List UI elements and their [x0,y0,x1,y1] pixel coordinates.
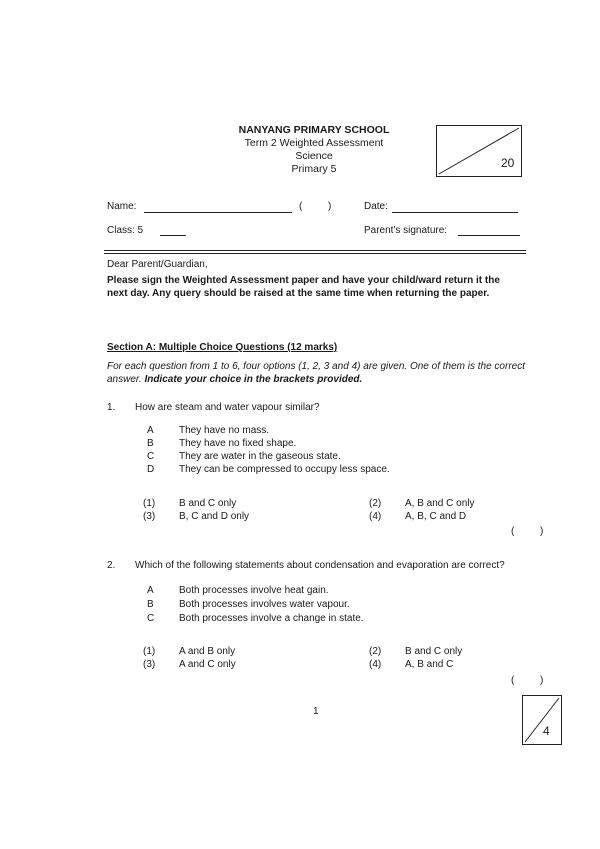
q1-statement-letter: C [147,451,155,462]
q2-text: Which of the following statements about condensation and evaporation are correct? [135,560,505,571]
subject: Science [295,150,333,162]
divider-bottom [104,253,526,254]
q1-statement: They have no mass. [179,425,270,436]
q2-option-number: (2) [369,646,382,657]
school-name: NANYANG PRIMARY SCHOOL [238,124,390,136]
section-instruction [107,360,527,386]
q1-number: 1. [107,402,116,413]
q2-statement-letter: B [147,599,154,610]
divider-top [104,250,526,251]
q1-statement: They have no fixed shape. [179,438,297,449]
q1-statement: They are water in the gaseous state. [179,451,341,462]
q1-statement-letter: D [147,464,155,475]
q2-statement-letter: C [147,613,155,624]
name-field[interactable] [144,212,292,213]
class-label: Class: 5 [107,225,144,236]
q2-option-number: (3) [143,659,156,670]
q2-statement: Both processes involve a change in state. [179,613,364,624]
class-field[interactable] [160,235,186,236]
diagonal-line [523,696,561,744]
q2-option-number: (4) [369,659,382,670]
date-label: Date: [364,201,388,212]
q1-text: How are steam and water vapour similar? [135,402,320,413]
q2-statement: Both processes involves water vapour. [179,599,350,610]
q1-option-number: (2) [369,498,382,509]
q1-answer-close: ) [540,526,544,537]
total-marks: 20 [501,156,515,170]
q1-option: B and C only [179,498,237,509]
total-score-box [436,125,522,177]
q1-option: B, C and D only [179,511,250,522]
notice-body: Please sign the Weighted Assessment paper and have your child/ward return it the next day. Any query should be raised at the same time when returning the paper. [107,275,500,299]
q2-answer-field[interactable] [518,673,538,687]
q2-option: A and C only [179,659,236,670]
name-label: Name: [107,201,137,212]
signature-field[interactable] [458,235,520,236]
q1-statement: They can be compressed to occupy less space. [179,464,390,475]
signature-label: Parent's signature: [364,225,448,236]
q2-statement: Both processes involve heat gain. [179,585,329,596]
q2-answer-open: ( [511,675,515,686]
q1-option: A, B, C and D [405,511,467,522]
page-number: 1 [313,706,319,717]
salutation: Dear Parent/Guardian, [107,259,208,270]
q2-statement-letter: A [147,585,154,596]
q2-option: B and C only [405,646,463,657]
instruction-bold: Indicate your choice in the brackets provided. [144,374,363,385]
date-field[interactable] [392,212,518,213]
page-score-box [522,695,562,745]
q1-statement-letter: B [147,438,154,449]
index-open: ( [299,201,303,212]
q2-option: A and B only [179,646,236,657]
q1-answer-field[interactable] [518,524,538,538]
q1-option-number: (3) [143,511,156,522]
instruction-plain: For each question from 1 to 6, four options (1, 2, 3 and 4) are given. One of them is the correct answer. [107,361,525,385]
q1-option: A, B and C only [405,498,475,509]
level: Primary 5 [291,163,337,175]
q2-number: 2. [107,560,116,571]
section-title: Section A: Multiple Choice Questions (12 marks) [107,342,338,353]
q2-answer-close: ) [540,675,544,686]
q2-option: A, B and C [405,659,454,670]
q1-answer-open: ( [511,526,515,537]
page-marks: 4 [543,724,550,738]
q1-option-number: (4) [369,511,382,522]
q1-statement-letter: A [147,425,154,436]
index-close: ) [328,201,332,212]
q1-option-number: (1) [143,498,156,509]
q2-option-number: (1) [143,646,156,657]
assessment-title: Term 2 Weighted Assessment [244,137,384,149]
